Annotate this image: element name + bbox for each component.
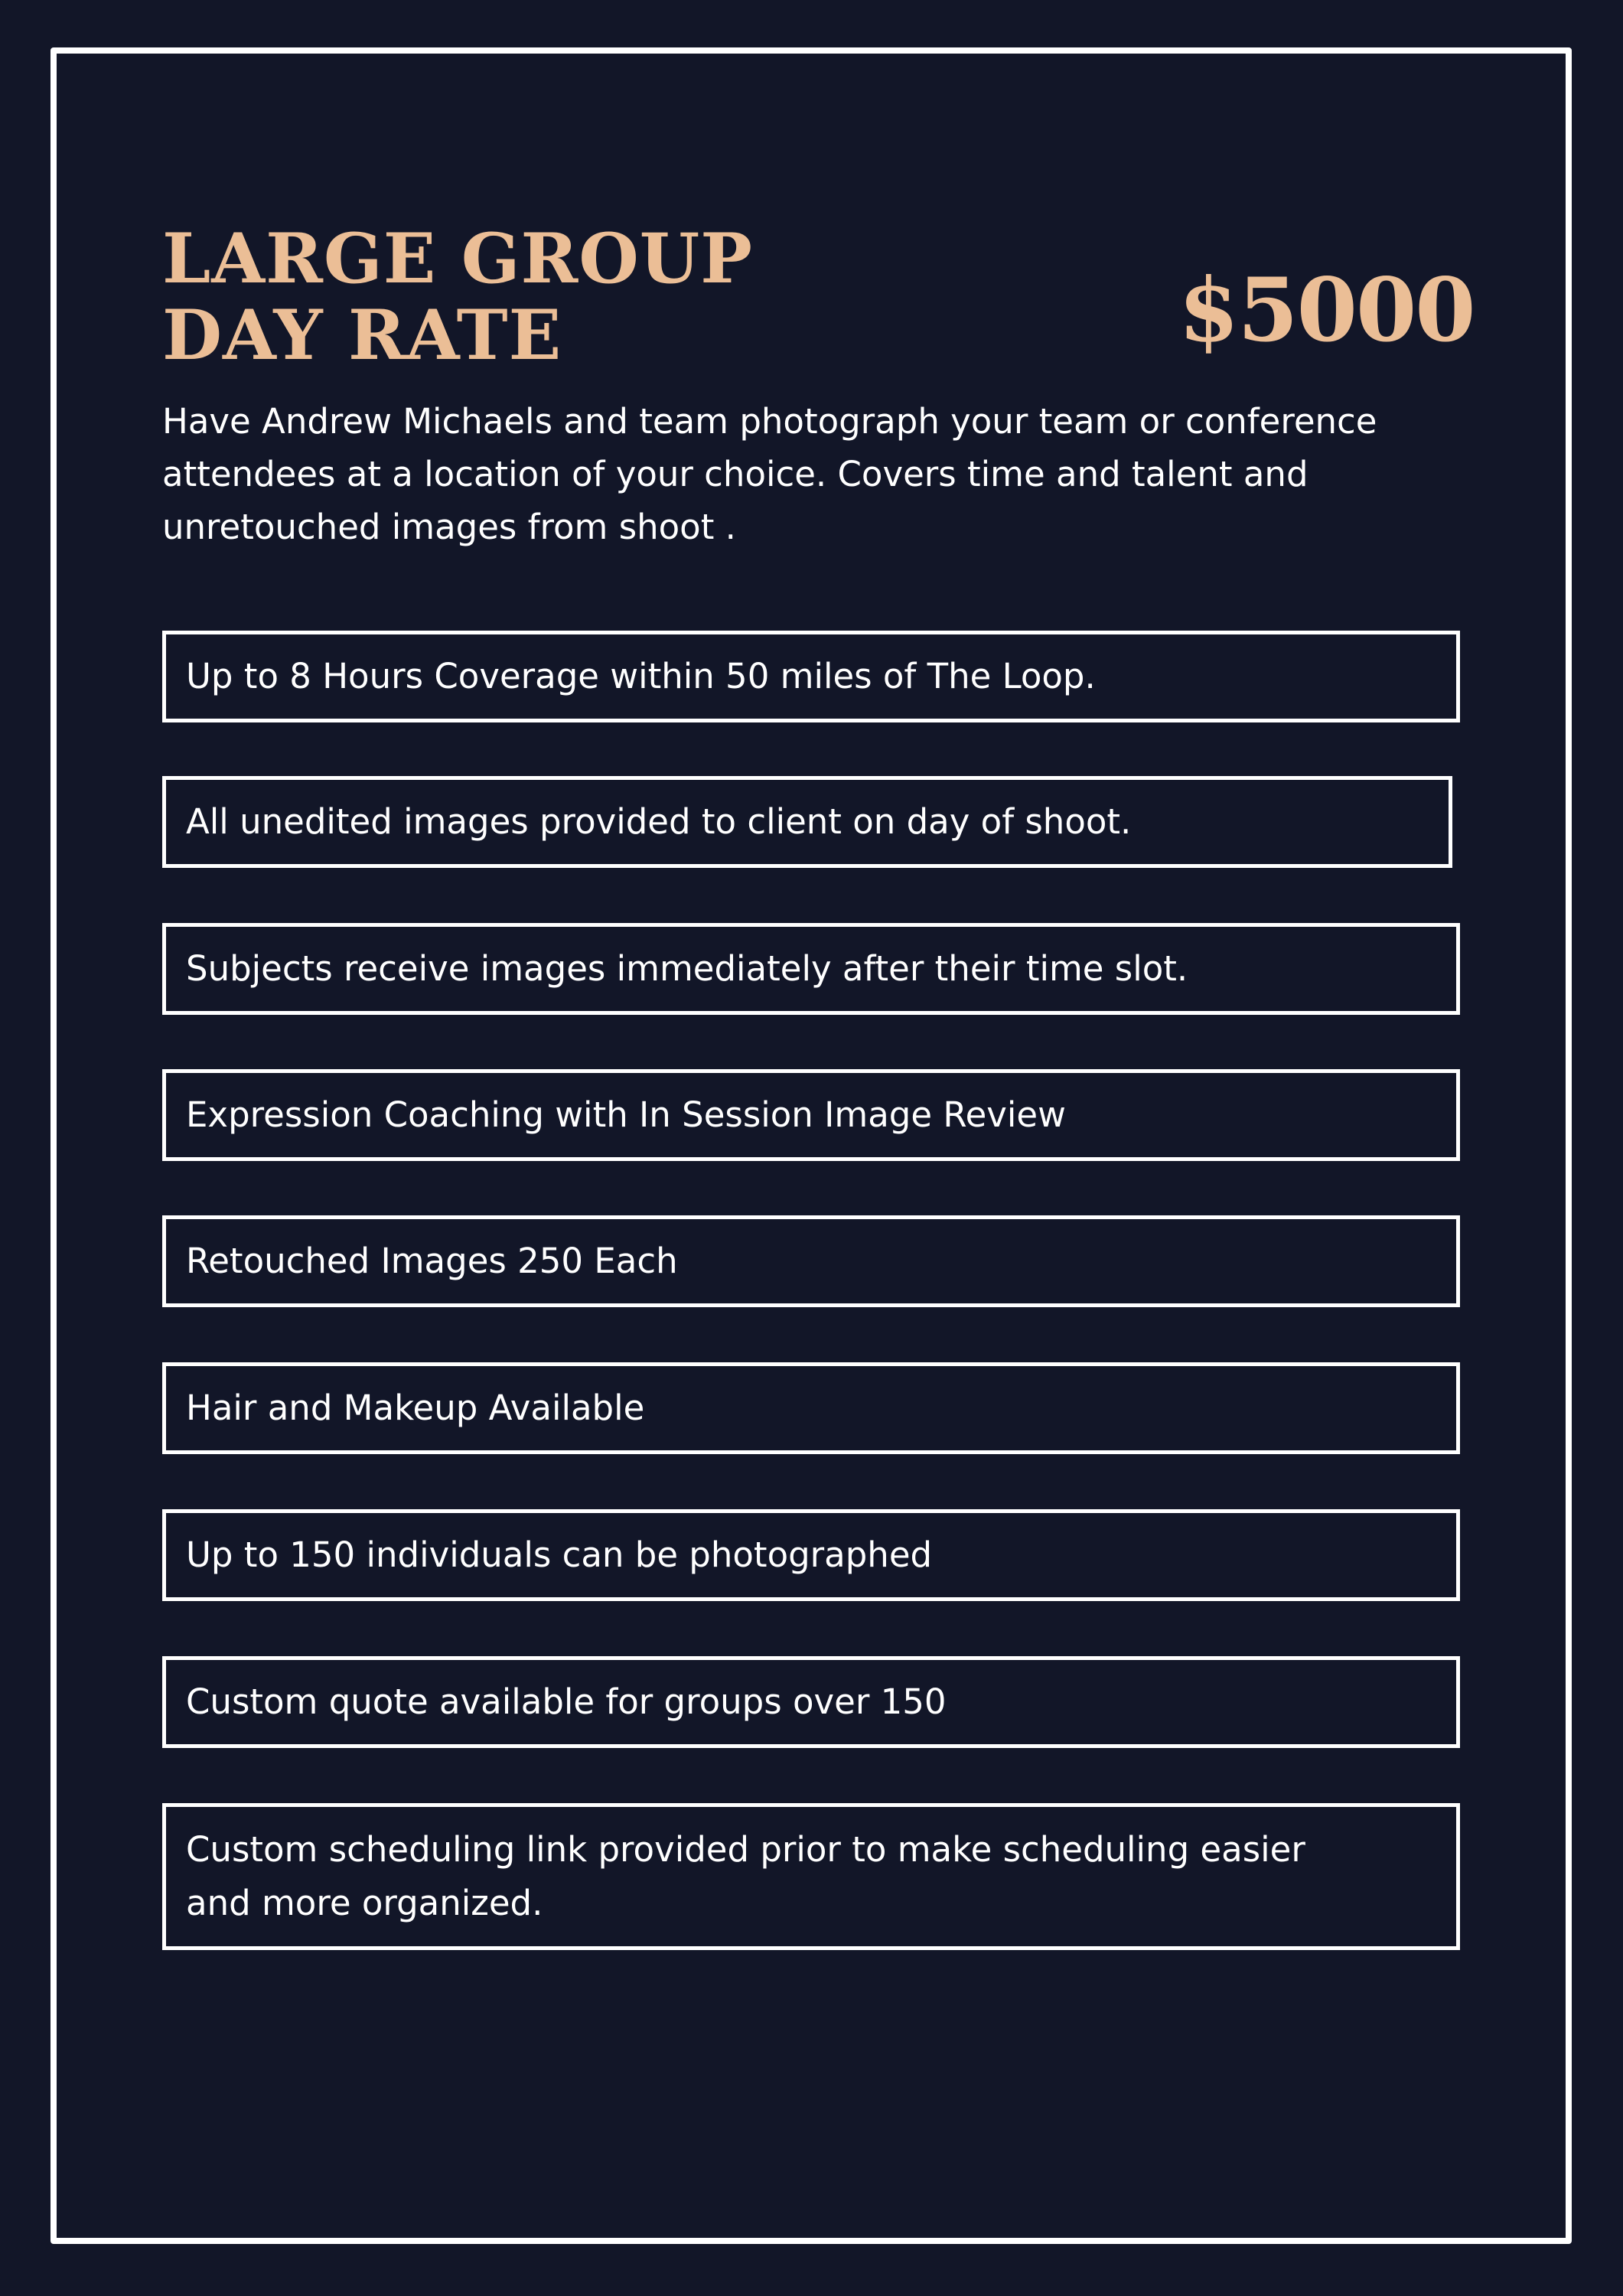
feature-item: Retouched Images 250 Each (162, 1215, 1460, 1307)
package-title-line-1: LARGE GROUP (162, 218, 753, 299)
package-title (162, 218, 753, 376)
package-description: Have Andrew Michaels and team photograph your team or conference attendees at a location of your choice. Covers time and talent and unretouched images from shoot . (162, 401, 1377, 547)
package-title-line-2: DAY RATE (162, 295, 562, 376)
feature-item: Up to 8 Hours Coverage within 50 miles of The Loop. (162, 631, 1460, 722)
feature-item: Custom scheduling link provided prior to make scheduling easier and more organized. (162, 1803, 1460, 1950)
feature-item: Subjects receive images immediately after their time slot. (162, 923, 1460, 1015)
feature-item: All unedited images provided to client on day of shoot. (162, 776, 1452, 868)
feature-item: Hair and Makeup Available (162, 1362, 1460, 1454)
feature-item: Expression Coaching with In Session Image Review (162, 1069, 1460, 1161)
feature-item: Custom quote available for groups over 150 (162, 1656, 1460, 1748)
package-price: $5000 (1178, 259, 1475, 361)
feature-item: Up to 150 individuals can be photographed (162, 1509, 1460, 1601)
